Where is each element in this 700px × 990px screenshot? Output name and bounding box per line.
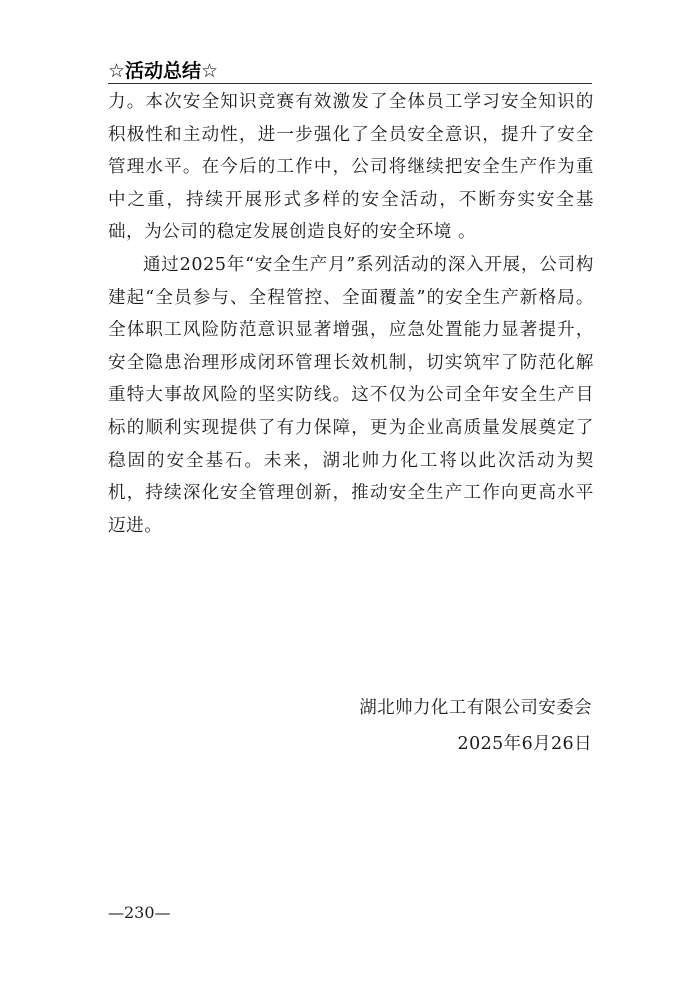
signature-organization: 湖北帅力化工有限公司安委会 bbox=[359, 698, 592, 718]
header-divider bbox=[108, 83, 592, 84]
paragraph-summary: 通过2025年“安全生产月”系列活动的深入开展，公司构建起“全员参与、全程管控、全面覆盖”的安全生产新格局。全体职工风险防范意识显著增强，应急处置能力显著提升，安全隐患治理形成闭环管理长效机制，切实筑牢了防范化解重特大事故风险的坚实防线。这不仅为公司全年安全生产目标的顺利实现提供了有力保障，更为企业高质量发展奠定了稳固的安全基石。未来，湖北帅力化工将以此次活动为契机，持续深化安全管理创新，推动安全生产工作向更高水平迈进。 bbox=[108, 254, 594, 536]
document-body bbox=[108, 86, 594, 542]
paragraph-continued: 力。本次安全知识竞赛有效激发了全体员工学习安全知识的积极性和主动性，进一步强化了全员安全意识，提升了安全管理水平。在今后的工作中，公司将继续把安全生产作为重中之重，持续开展形式多样的安全活动，不断夯实安全基础，为公司的稳定发展创造良好的安全环境 。 bbox=[108, 92, 594, 243]
signature-date: 2025年6月26日 bbox=[457, 734, 592, 754]
page-number: —230— bbox=[108, 903, 171, 922]
section-title: ☆活动总结☆ bbox=[108, 60, 219, 82]
signature-block bbox=[359, 690, 592, 762]
